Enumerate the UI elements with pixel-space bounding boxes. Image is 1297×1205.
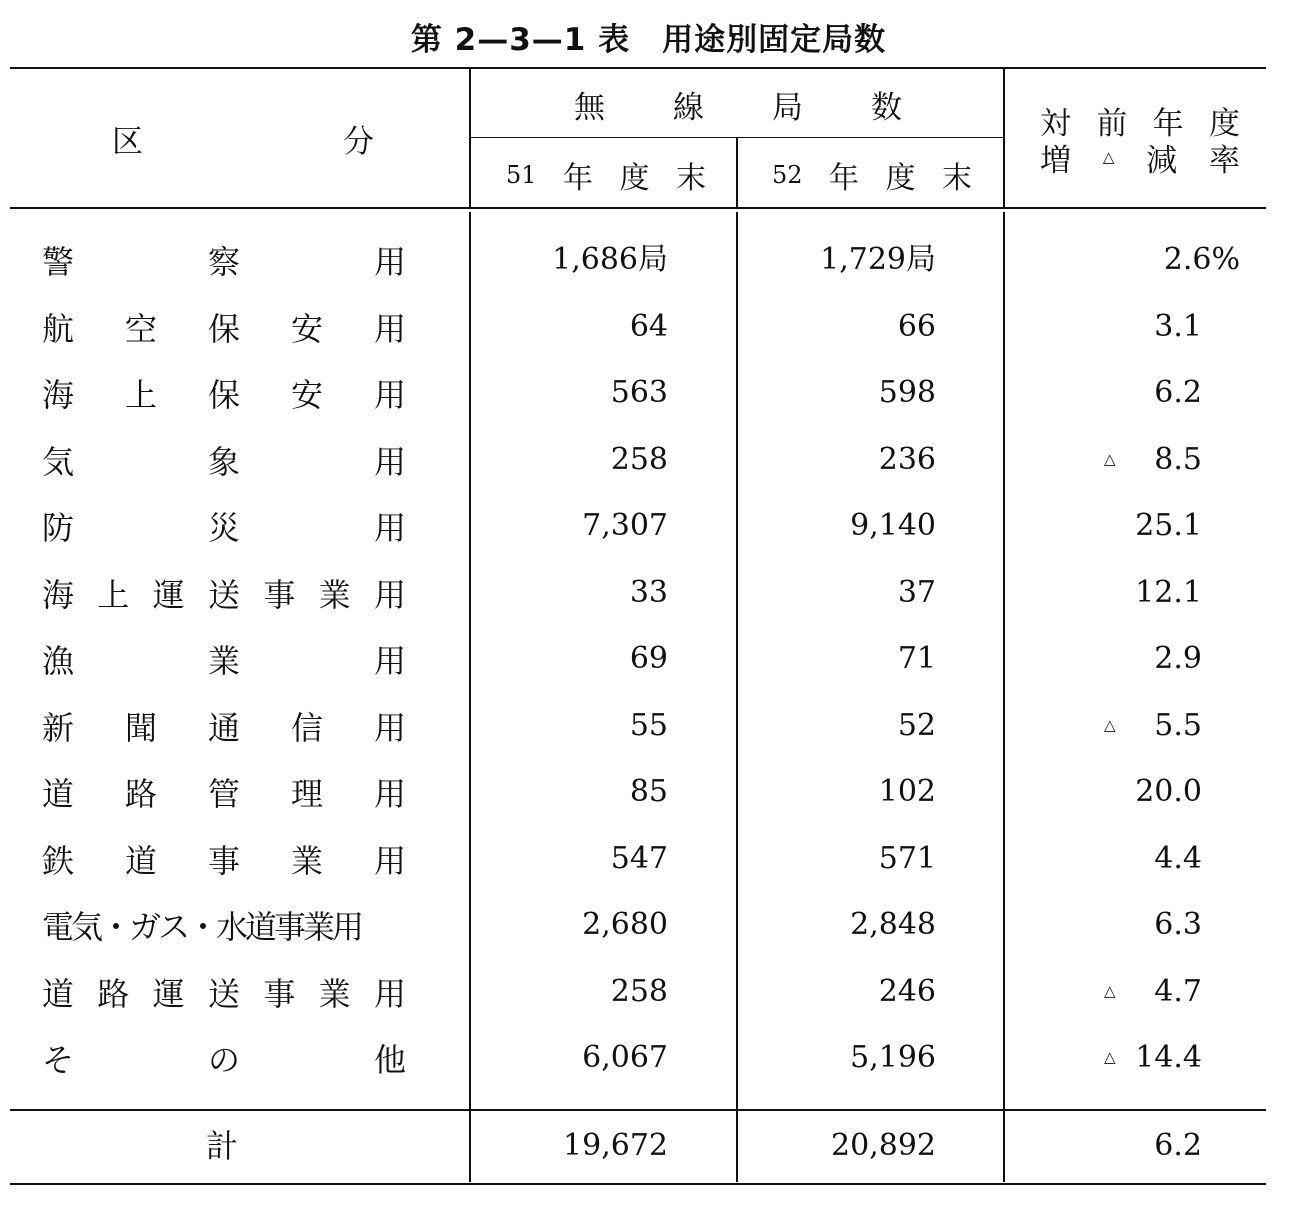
header-change-char: 度	[1208, 105, 1240, 142]
row-label-char: 上	[124, 376, 157, 414]
row-label-char: の	[207, 1041, 240, 1079]
row-label	[42, 772, 406, 812]
row-label-char: 聞	[124, 709, 157, 747]
row-label-char: 路	[97, 975, 130, 1013]
row-label-char: 事	[263, 975, 296, 1013]
header-fy52-part: 年	[829, 161, 860, 196]
negative-marker: △	[1104, 1048, 1116, 1066]
header-fy51-part: 末	[676, 161, 706, 196]
header-category-char: 区	[112, 123, 143, 160]
row-fy52: 598	[878, 375, 936, 410]
col-divider-2	[736, 138, 738, 207]
row-change: 5.5	[1154, 708, 1202, 743]
row-label-char: 用	[373, 509, 406, 547]
row-label-char: 用	[373, 709, 406, 747]
total-change: 6.2	[1154, 1128, 1202, 1163]
negative-marker: △	[1104, 982, 1116, 1000]
row-label-char: 安	[290, 310, 323, 348]
row-fy52: 1,729局	[820, 242, 936, 277]
row-label-char: そ	[42, 1041, 75, 1079]
row-change: 2.6%	[1163, 242, 1240, 277]
row-fy51: 547	[610, 841, 668, 876]
col-divider-2-body	[736, 212, 738, 1182]
row-label-char: 用	[373, 642, 406, 680]
row-fy51: 6,067	[582, 1040, 668, 1075]
row-fy51: 85	[629, 774, 668, 809]
row-fy52: 571	[878, 841, 936, 876]
row-label-char: 業	[318, 975, 351, 1013]
header-change-line2	[1040, 138, 1240, 179]
row-label	[42, 639, 406, 679]
header-change-char: △	[1102, 148, 1115, 166]
row-label-char: 送	[207, 975, 240, 1013]
row-change: 2.9	[1154, 641, 1202, 676]
table-title: 第 2—3—1 表 用途別固定局数	[410, 22, 887, 58]
row-label-char: 用	[373, 576, 406, 614]
row-fy52: 236	[878, 442, 936, 477]
row-fy52: 52	[897, 708, 936, 743]
header-change-char: 前	[1096, 105, 1128, 142]
row-fy51: 258	[610, 442, 668, 477]
total-rule	[10, 1109, 1266, 1111]
row-change: 6.3	[1154, 907, 1202, 942]
row-label-char: 航	[42, 310, 75, 348]
row-fy51: 64	[629, 309, 668, 344]
row-fy51: 563	[610, 375, 668, 410]
header-change-char: 減	[1146, 142, 1178, 179]
row-label	[42, 373, 406, 413]
row-label-char: 用	[373, 975, 406, 1013]
row-label-char: 保	[207, 310, 240, 348]
header-fy51	[506, 154, 706, 196]
header-rule	[10, 207, 1266, 209]
row-label-char: 事	[263, 576, 296, 614]
row-fy51: 7,307	[582, 508, 668, 543]
header-stations	[574, 82, 902, 126]
row-label-char: 防	[42, 509, 75, 547]
row-label-char: 事	[207, 842, 240, 880]
row-fy52: 5,196	[850, 1040, 936, 1075]
row-change: 6.2	[1154, 375, 1202, 410]
row-label-char: 空	[124, 310, 157, 348]
row-label-char: 送	[207, 576, 240, 614]
row-label-char: 道	[42, 975, 75, 1013]
row-label-char: 他	[373, 1041, 406, 1079]
header-stations-char: 局	[772, 89, 803, 126]
row-change: 20.0	[1135, 774, 1202, 809]
row-fy52: 246	[878, 974, 936, 1009]
row-label-char: 保	[207, 376, 240, 414]
row-change: 8.5	[1154, 442, 1202, 477]
header-change-char: 率	[1208, 142, 1240, 179]
row-label	[42, 506, 406, 546]
row-label	[42, 839, 406, 879]
row-label-char: 警	[42, 243, 75, 281]
row-label-char: 電気・ガス・水道事業用	[42, 908, 362, 946]
row-label-char: 用	[373, 443, 406, 481]
row-label-char: 災	[207, 509, 240, 547]
row-label	[42, 1038, 406, 1078]
header-stations-char: 無	[574, 89, 605, 126]
row-label-char: 鉄	[42, 842, 75, 880]
col-divider-3	[1003, 69, 1005, 207]
row-label-char: 海	[42, 576, 75, 614]
total-label: 計	[206, 1127, 239, 1165]
row-label	[42, 307, 406, 347]
row-change: 4.4	[1154, 841, 1202, 876]
row-label-char: 管	[207, 775, 240, 813]
row-label	[42, 706, 406, 746]
row-label-char: 用	[373, 775, 406, 813]
row-label-char: 信	[290, 709, 323, 747]
row-label-char: 新	[42, 709, 75, 747]
top-rule	[10, 67, 1266, 69]
row-label-char: 路	[124, 775, 157, 813]
row-label-char: 道	[42, 775, 75, 813]
row-change: 4.7	[1154, 974, 1202, 1009]
row-label-char: 運	[152, 975, 185, 1013]
row-fy51: 258	[610, 974, 668, 1009]
row-fy51: 55	[629, 708, 668, 743]
row-label	[42, 440, 406, 480]
row-fy52: 71	[897, 641, 936, 676]
header-stations-char: 数	[871, 89, 902, 126]
row-label-char: 業	[318, 576, 351, 614]
row-fy51: 33	[629, 575, 668, 610]
col-divider-1	[469, 69, 471, 207]
row-fy52: 2,848	[850, 907, 936, 942]
row-fy51: 2,680	[582, 907, 668, 942]
row-label	[42, 573, 406, 613]
row-fy52: 37	[897, 575, 936, 610]
row-change: 14.4	[1135, 1040, 1202, 1075]
header-category	[112, 118, 374, 158]
row-label-char: 用	[373, 376, 406, 414]
negative-marker: △	[1104, 450, 1116, 468]
row-label-char: 用	[373, 243, 406, 281]
header-fy52-part: 52	[772, 161, 803, 189]
row-label-char: 道	[124, 842, 157, 880]
row-change: 3.1	[1154, 309, 1202, 344]
row-change: 25.1	[1135, 508, 1202, 543]
header-fy52-part: 末	[942, 161, 972, 196]
header-stations-char: 線	[673, 89, 704, 126]
header-fy52	[772, 154, 972, 196]
row-label-char: 海	[42, 376, 75, 414]
col-divider-1-body	[469, 212, 471, 1182]
header-fy51-part: 度	[619, 161, 650, 196]
row-fy52: 66	[897, 309, 936, 344]
row-change: 12.1	[1135, 575, 1202, 610]
row-label-char: 象	[207, 443, 240, 481]
header-category-char: 分	[343, 123, 374, 160]
header-change-char: 年	[1152, 105, 1184, 142]
bottom-rule	[10, 1183, 1266, 1185]
row-label-char: 理	[290, 775, 323, 813]
row-fy51: 1,686局	[552, 242, 668, 277]
row-label-char: 業	[290, 842, 323, 880]
negative-marker: △	[1104, 716, 1116, 734]
total-fy51: 19,672	[563, 1128, 668, 1163]
col-divider-3-body	[1003, 212, 1005, 1182]
row-label-char: 安	[290, 376, 323, 414]
row-label-char: 通	[207, 709, 240, 747]
header-change-char: 増	[1040, 142, 1071, 179]
row-label-char: 用	[373, 842, 406, 880]
row-fy52: 102	[878, 774, 936, 809]
row-label-char: 業	[207, 642, 240, 680]
header-change-char: 対	[1040, 105, 1071, 142]
row-label-char: 気	[42, 443, 75, 481]
row-label-char: 上	[97, 576, 130, 614]
row-label-char: 察	[207, 243, 240, 281]
header-change-line1	[1040, 101, 1240, 142]
row-label-char: 運	[152, 576, 185, 614]
row-label-char: 用	[373, 310, 406, 348]
row-label	[42, 240, 406, 280]
row-label	[42, 972, 406, 1012]
header-fy51-part: 年	[563, 161, 594, 196]
total-fy52: 20,892	[831, 1128, 936, 1163]
row-label-char: 漁	[42, 642, 75, 680]
header-fy51-part: 51	[506, 161, 537, 189]
header-fy52-part: 度	[885, 161, 916, 196]
row-fy51: 69	[629, 641, 668, 676]
row-label	[42, 905, 406, 945]
row-fy52: 9,140	[850, 508, 936, 543]
